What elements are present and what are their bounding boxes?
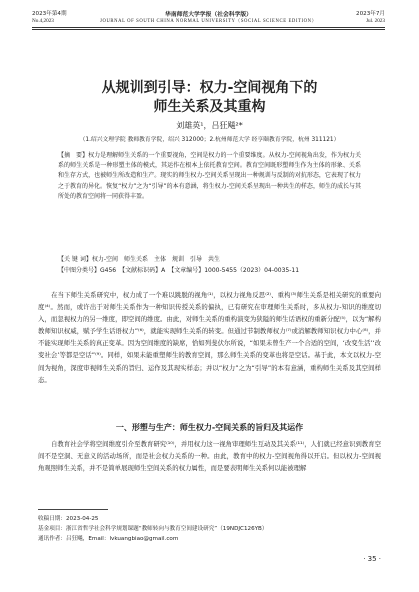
abstract: 【摘 要】权力是理解师生关系的一个重要视角，空间是权力的一个重要维度。从权力-空间视角出发，作为权力关系的师生关系是一种形塑主体的模式，其运作在根本上依托教育空间。教育空间既形塑师生作为主体的形象、关系和生存方式，也被师生所改造和生产。现实的师生权力-空间关系呈现出一种规训与反制的对抗形态，它表现了权力之于教育的异化。恢复“权力”之为“引导”的本有意涵，将生权力-空间关系呈现出一种共生的样态，师生的成长与其所处的教育空间将一同获得丰盈。 — [58, 152, 361, 200]
journal-name-cn: 华南师范大学学报（社会科学版） — [165, 12, 252, 18]
authors: 刘雄英¹，吕狂飚²* — [176, 121, 243, 130]
footnotes — [38, 514, 381, 545]
issue-number: No.4,2023 — [32, 18, 54, 24]
article-title-line-1: 从规训到引导：权力-空间视角下的 — [101, 80, 318, 96]
pub-date-cn: 2023年7月 — [356, 11, 385, 17]
funding-note: 基金项目：浙江省哲学社会科学规划课题“教师转向与教育空间建设研究”（19NDJC126YB） — [38, 526, 268, 533]
received-date: 收稿日期：2023-04-25 — [38, 516, 99, 522]
classification-codes: 【中图分类号】G456 【文献标识码】A 【文章编号】1000-5455（2023）04-0035-11 — [58, 267, 300, 274]
section-heading: 一、形塑与生产：师生权力-空间关系的旨归及其运作 — [115, 423, 304, 432]
article-title-line-2: 师生关系及其重构 — [153, 99, 266, 115]
corresponding-author: 通讯作者：吕狂飚，Email：lvkuangbiao@gmail.com — [38, 536, 179, 543]
intro-text: 在当下师生关系研究中，权力成了一个难以跳脱的视角⁽¹⁾，以权力视角反思⁽²⁾、重构⁽³⁾师生关系是相关研究的重要向度⁽⁴⁾。然而，或许出于对师生关系作为一种知识传授关系的偏执，已有研究在审理师生关系时，多从权力-知识的维度切入，而忽视权力的另一维度，即空间的维度。由此，对师生关系的重构演变为狭隘的师生话语权的重新分配⁽⁵⁾，以为“解构教师知识权威，赋予学生话语权力”⁽⁶⁾，就能实现师生关系的转变。但通过节制教师权力⁽⁷⁾或消解教师知识权力中心⁽⁸⁾，并不能实现师生关系的真正变革。因为空间维度的缺席，恰如列斐伏尔所说，“如果未曾生产一个合适的空间，‘改变生活’‘改变社会’等都是空话”⁽⁹⁾。同样，如果未能重塑师生的教育空间，那么师生关系的变革也将是空话。基于此，本文以权力-空间为视角，深度审视师生关系的旨归、运作及其现实样态；并以“权力”之为“引导”的本有意涵，重构师生关系及其空间样态。 — [38, 291, 381, 384]
header-rule-thin — [32, 29, 385, 30]
section-paragraph — [38, 438, 381, 474]
header-rule-thick — [32, 27, 385, 28]
page-number: · 35 · — [363, 555, 381, 563]
pub-date-en: Jul. 2023 — [365, 18, 385, 24]
keywords: 【关 键 词】权力-空间 师生关系 主体 规训 引导 共生 — [58, 256, 220, 263]
journal-name-en: JOURNAL OF SOUTH CHINA NORMAL UNIVERSITY（SOCIAL SCIENCE EDITION） — [100, 19, 317, 24]
affiliations: （1.绍兴文理学院 教师教育学院，绍兴 312000；2.杭州师范大学 经亨颐教育学院，杭州 311121） — [79, 137, 340, 143]
issue-label: 2023年第4期 — [32, 11, 67, 17]
introduction-paragraph — [38, 289, 381, 386]
section-text: 自教育社会学将空间维度引介至教育研究⁽¹⁰⁾，并用权力这一视角审理师生互动及其关系⁽¹¹⁾，人们就已经意识到教育空间不是空洞、无意义的活动场所，而是社会权力关系的一种。由此，教育中的权力-空间视角得以开启。但以权力-空间视角观照师生关系，并不是简单展现师生空间关系的权力属性，而是要表明师生关系何以能被理解 — [38, 440, 381, 473]
footnote-rule — [38, 509, 108, 510]
